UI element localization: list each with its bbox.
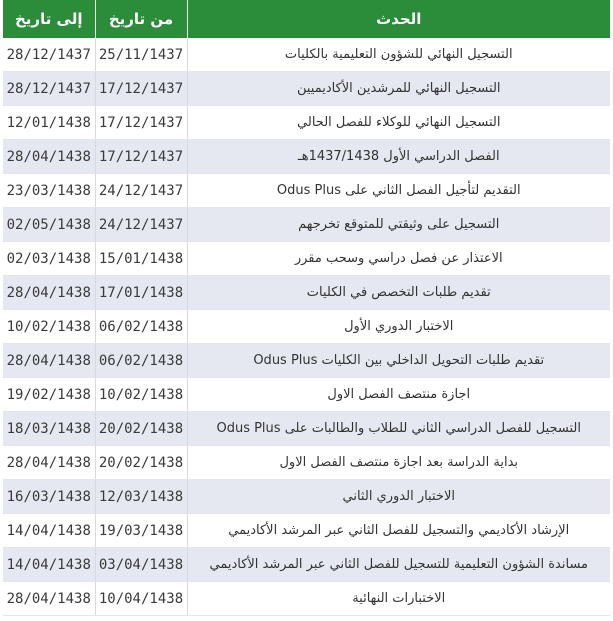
table-row (3, 310, 610, 344)
event-label: الاختبار الدوري الثاني (342, 489, 455, 504)
event-cell (187, 514, 610, 548)
from-date-cell: 24/12/1437 (95, 208, 187, 242)
from-date-cell: 17/12/1437 (95, 140, 187, 174)
from-date-cell: 17/12/1437 (95, 72, 187, 106)
from-date-cell: 03/04/1438 (95, 548, 187, 582)
event-label: الاختبارات النهائية (352, 591, 446, 606)
column-header-to-date[interactable]: إلى تاريخ (3, 0, 95, 38)
table-row (3, 480, 610, 514)
from-date-cell: 15/01/1438 (95, 242, 187, 276)
from-date-cell: 19/03/1438 (95, 514, 187, 548)
table-row (3, 582, 610, 616)
from-date-cell: 10/04/1438 (95, 582, 187, 616)
to-date-cell: 18/03/1438 (3, 412, 95, 446)
from-date-cell: 20/02/1438 (95, 446, 187, 480)
table-row (3, 548, 610, 582)
event-label: الاختبار الدوري الأول (344, 319, 454, 334)
event-cell (187, 276, 610, 310)
event-cell (187, 344, 610, 378)
from-date-cell: 17/12/1437 (95, 106, 187, 140)
to-date-cell: 19/02/1438 (3, 378, 95, 412)
table-row (3, 174, 610, 208)
event-label: تقديم طلبات التحويل الداخلي بين الكليات Odus Plus (253, 353, 545, 368)
table-body (3, 38, 610, 616)
event-cell (187, 548, 610, 582)
event-label: الفصل الدراسي الأول 1437/1438هـ (297, 149, 500, 164)
event-label: التقديم لتأجيل الفصل الثاني على Odus Plus (276, 183, 521, 198)
table-row (3, 72, 610, 106)
event-label: الإرشاد الأكاديمي والتسجيل للفصل الثاني عبر المرشد الأكاديمي (228, 523, 570, 538)
table-row (3, 344, 610, 378)
event-cell (187, 38, 610, 72)
event-cell (187, 208, 610, 242)
event-cell (187, 72, 610, 106)
event-label: بداية الدراسة بعد اجازة منتصف الفصل الاول (279, 455, 519, 470)
to-date-cell: 14/04/1438 (3, 514, 95, 548)
from-date-cell: 24/12/1437 (95, 174, 187, 208)
table-row (3, 106, 610, 140)
event-cell (187, 174, 610, 208)
from-date-cell: 25/11/1437 (95, 38, 187, 72)
event-label: اجازة منتصف الفصل الاول (327, 387, 471, 402)
to-date-cell: 28/04/1438 (3, 344, 95, 378)
from-date-cell: 06/02/1438 (95, 310, 187, 344)
table-row (3, 514, 610, 548)
table-row (3, 276, 610, 310)
column-header-from-date[interactable]: من تاريخ (95, 0, 187, 38)
event-label: التسجيل على وثيقتي للمتوقع تخرجهم (298, 217, 500, 232)
from-date-cell: 20/02/1438 (95, 412, 187, 446)
table-row (3, 446, 610, 480)
from-date-cell: 06/02/1438 (95, 344, 187, 378)
from-date-cell: 10/02/1438 (95, 378, 187, 412)
to-date-cell: 16/03/1438 (3, 480, 95, 514)
to-date-cell: 23/03/1438 (3, 174, 95, 208)
event-label: الاعتذار عن فصل دراسي وسحب مقرر (294, 251, 503, 266)
academic-calendar-table (3, 0, 610, 616)
to-date-cell: 12/01/1438 (3, 106, 95, 140)
event-label: التسجيل للفصل الدراسي الثاني للطلاب والطالبات على Odus Plus (216, 421, 582, 436)
table-header-row (3, 0, 610, 38)
to-date-cell: 28/04/1438 (3, 582, 95, 616)
event-label: التسجيل النهائي للوكلاء للفصل الحالي (297, 115, 501, 130)
table-row (3, 242, 610, 276)
to-date-cell: 28/12/1437 (3, 72, 95, 106)
event-cell (187, 106, 610, 140)
table-row (3, 140, 610, 174)
from-date-cell: 17/01/1438 (95, 276, 187, 310)
to-date-cell: 28/04/1438 (3, 446, 95, 480)
event-cell (187, 480, 610, 514)
event-cell (187, 378, 610, 412)
column-header-event[interactable]: الحدث (187, 0, 610, 38)
to-date-cell: 14/04/1438 (3, 548, 95, 582)
event-label: التسجيل النهائي للمرشدين الأكاديميين (296, 81, 501, 96)
event-cell (187, 140, 610, 174)
table-row (3, 412, 610, 446)
event-cell (187, 446, 610, 480)
event-label: التسجيل النهائي للشؤون التعليمية بالكليات (284, 47, 513, 62)
event-cell (187, 582, 610, 616)
event-cell (187, 412, 610, 446)
event-cell (187, 242, 610, 276)
to-date-cell: 10/02/1438 (3, 310, 95, 344)
table-row (3, 378, 610, 412)
to-date-cell: 28/04/1438 (3, 276, 95, 310)
event-cell (187, 310, 610, 344)
to-date-cell: 02/03/1438 (3, 242, 95, 276)
event-label: تقديم طلبات التخصص في الكليات (306, 285, 491, 300)
table-row (3, 208, 610, 242)
from-date-cell: 12/03/1438 (95, 480, 187, 514)
to-date-cell: 28/12/1437 (3, 38, 95, 72)
to-date-cell: 28/04/1438 (3, 140, 95, 174)
to-date-cell: 02/05/1438 (3, 208, 95, 242)
event-label: مساندة الشؤون التعليمية للتسجيل للفصل الثاني عبر المرشد الأكاديمي (209, 557, 589, 572)
table-row (3, 38, 610, 72)
